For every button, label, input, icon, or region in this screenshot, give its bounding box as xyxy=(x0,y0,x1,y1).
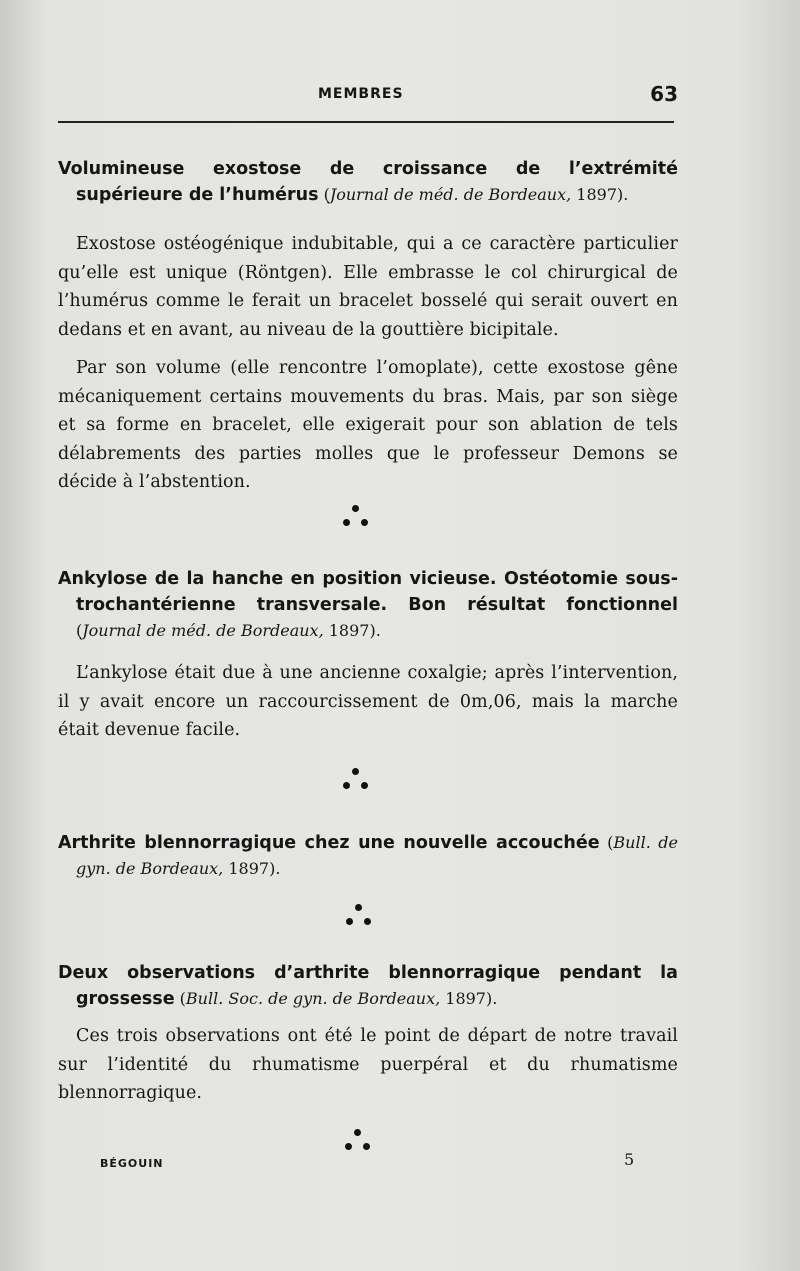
article-exostose xyxy=(58,156,678,208)
signature-mark: BÉGOUIN xyxy=(100,1157,164,1170)
article-title: Ankylose de la hanche en position vicieuse. Ostéotomie sous-trochantérienne transversale. Bon résultat fonctionnel (Journal de méd. de Bordeaux, 1897). xyxy=(58,569,678,640)
article-title: Arthrite blennorragique chez une nouvelle accouchée (Bull. de gyn. de Bordeaux, 1897). xyxy=(58,833,678,878)
article-exostose-body xyxy=(58,230,678,507)
paragraph: Ces trois observations ont été le point de départ de notre travail sur l’identité du rhumatisme puerpéral et du rhumatisme blennorragique. xyxy=(58,1026,678,1103)
page-number: 63 xyxy=(650,82,678,106)
paragraph: Par son volume (elle rencontre l’omoplate), cette exostose gêne mécaniquement certains mouvements du bras. Mais, par son siège et sa forme en bracelet, elle exigerait pour son ablation de tels délabrements des parties molles que le professeur Demons se décide à l’abstention. xyxy=(58,358,678,492)
asterism-separator xyxy=(341,503,371,531)
asterism-separator xyxy=(341,766,371,794)
article-arthrite-grossesse xyxy=(58,960,678,1012)
asterism-separator xyxy=(343,1127,373,1155)
article-ankylose xyxy=(58,566,678,644)
article-arthrite-grossesse-body xyxy=(58,1022,678,1118)
header-rule xyxy=(58,121,674,123)
sheet-number: 5 xyxy=(624,1150,635,1169)
paragraph: Exostose ostéogénique indubitable, qui a ce caractère particulier qu’elle est unique (Röntgen). Elle embrasse le col chirurgical de l’humérus comme le ferait un bracelet bosselé qui serait ouvert en dedans et en avant, au niveau de la gouttière bicipitale. xyxy=(58,234,678,340)
article-title: Deux observations d’arthrite blennorragique pendant la grossesse (Bull. Soc. de gyn. de Bordeaux, 1897). xyxy=(58,963,678,1009)
asterism-separator xyxy=(344,902,374,930)
running-title: MEMBRES xyxy=(318,86,404,102)
page-header xyxy=(58,82,678,112)
article-title: Volumineuse exostose de croissance de l’extrémité supérieure de l’humérus (Journal de méd. de Bordeaux, 1897). xyxy=(58,159,678,205)
article-arthrite-accouchee xyxy=(58,830,678,882)
article-ankylose-body xyxy=(58,659,678,755)
paragraph: L’ankylose était due à une ancienne coxalgie; après l’intervention, il y avait encore un raccourcissement de 0m,06, mais la marche était devenue facile. xyxy=(58,663,678,740)
